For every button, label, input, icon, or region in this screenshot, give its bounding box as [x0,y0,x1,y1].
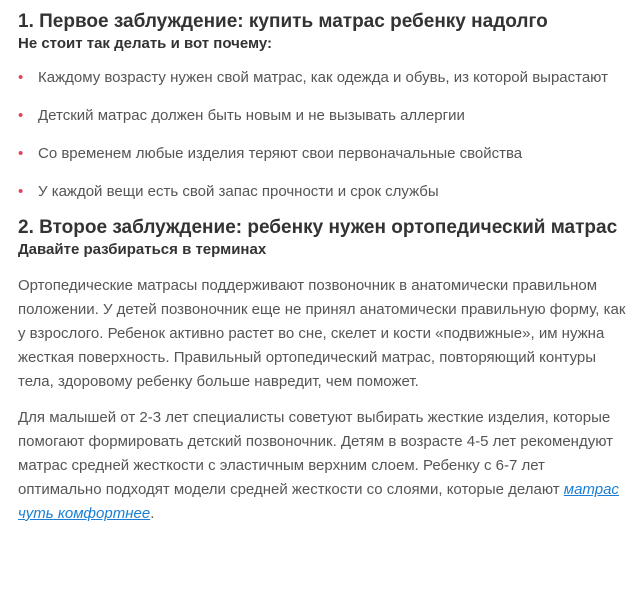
bullet-dot-icon: • [18,107,24,124]
bullet-dot-icon: • [18,145,24,162]
list-item-text: Со временем любые изделия теряют свои первоначальные свойства [38,145,523,162]
section-misconception-1 [18,10,632,204]
list-item-text: Каждому возрасту нужен свой матрас, как одежда и обувь, из которой вырастают [38,69,608,86]
paragraph-end-punctuation: . [150,505,155,522]
list-item [18,180,632,204]
section-1-heading: 1. Первое заблуждение: купить матрас ребенку надолго [18,11,548,32]
list-item [18,142,632,166]
orthopedic-paragraph: Ортопедические матрасы поддерживают позвоночник в анатомически правильном положении. У детей позвоночник еще не принял анатомически правильную форму, как у взрослого. Ребенок активно растет во сне, скелет и кости «подвижные», им нужна жесткая поверхность. Правильный ортопедический матрас, повторяющий контуры тела, здоровому ребенку больше навредит, чем поможет. [18,277,626,390]
reasons-list [18,66,632,204]
list-item [18,104,632,128]
age-recommendations-text: Для малышей от 2-3 лет специалисты советуют выбирать жесткие изделия, которые помогают формировать детский позвоночник. Детям в возрасте 4-5 лет рекомендуют матрас средней жесткости с эластичным верхним слоем. Ребенку с 6-7 лет оптимально подходят модели средней жесткости со слоями, которые делают [18,409,613,498]
age-recommendations-paragraph [18,406,632,526]
section-1-subheading: Не стоит так делать и вот почему: [18,35,273,52]
list-item-text: У каждой вещи есть свой запас прочности и срок службы [38,183,439,200]
section-misconception-2 [18,216,632,526]
bullet-dot-icon: • [18,183,24,200]
list-item [18,66,632,90]
bullet-dot-icon: • [18,69,24,86]
section-2-subheading: Давайте разбираться в терминах [18,241,267,258]
comfortable-mattress-link[interactable]: матрас чуть комфортнее [18,481,619,522]
list-item-text: Детский матрас должен быть новым и не вызывать аллергии [38,107,465,124]
section-2-heading: 2. Второе заблуждение: ребенку нужен ортопедический матрас [18,217,618,238]
